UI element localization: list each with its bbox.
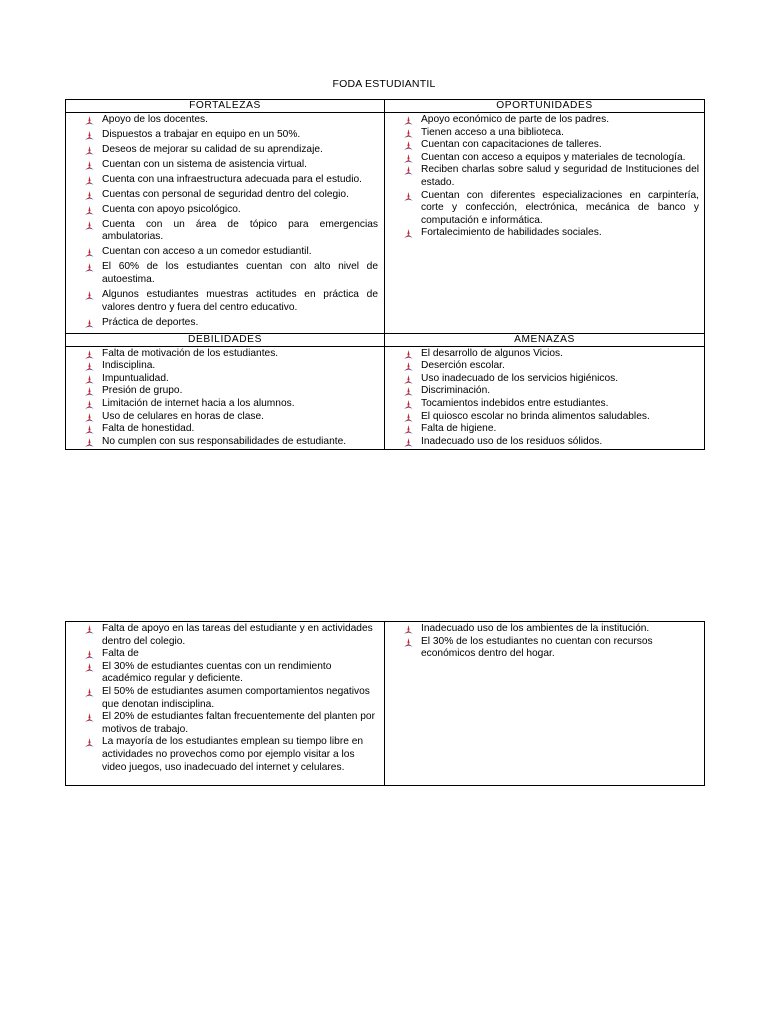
oportunidades-cell bbox=[385, 113, 705, 334]
list-item bbox=[66, 711, 378, 736]
list-item-text: Fortalecimiento de habilidades sociales. bbox=[421, 227, 602, 239]
list-item bbox=[66, 736, 378, 774]
bullet-arrow-icon bbox=[404, 387, 413, 396]
bullet-arrow-icon bbox=[85, 625, 94, 634]
list-item-text: Falta de higiene. bbox=[421, 423, 497, 435]
list-item-text: Práctica de deportes. bbox=[102, 316, 199, 328]
list-item bbox=[66, 144, 378, 157]
list-item-text: Apoyo económico de parte de los padres. bbox=[421, 114, 610, 125]
bullet-arrow-icon bbox=[85, 206, 94, 215]
list-item-text: Discriminación. bbox=[421, 385, 491, 397]
list-item-text: Deseos de mejorar su calidad de su aprendizaje. bbox=[102, 143, 323, 155]
list-item-text: Limitación de internet hacia a los alumnos. bbox=[102, 397, 295, 409]
list-item bbox=[385, 373, 699, 386]
amenazas-cell bbox=[385, 346, 705, 450]
list-item bbox=[385, 636, 699, 661]
bullet-arrow-icon bbox=[85, 663, 94, 672]
bullet-arrow-icon bbox=[85, 221, 94, 230]
bullet-arrow-icon bbox=[85, 146, 94, 155]
bullet-arrow-icon bbox=[404, 350, 413, 359]
bullet-arrow-icon bbox=[85, 191, 94, 200]
list-item bbox=[385, 360, 699, 373]
list-item-text: Cuenta con apoyo psicológico. bbox=[102, 203, 241, 215]
bullet-arrow-icon bbox=[404, 625, 413, 634]
oportunidades-list bbox=[385, 113, 704, 241]
list-item-text: El 30% de los estudiantes no cuentan con recursos económicos dentro del hogar. bbox=[421, 635, 653, 660]
document-title: FODA ESTUDIANTIL bbox=[332, 78, 436, 90]
list-item-text: Presión de grupo. bbox=[102, 385, 183, 397]
bullet-arrow-icon bbox=[85, 248, 94, 257]
list-item bbox=[385, 114, 699, 127]
bullet-arrow-icon bbox=[404, 141, 413, 150]
list-item bbox=[385, 398, 699, 411]
list-item-text: Uso de celulares en horas de clase. bbox=[102, 410, 264, 422]
list-item-text: Apoyo de los docentes. bbox=[102, 114, 208, 125]
bullet-arrow-icon bbox=[404, 154, 413, 163]
list-item bbox=[66, 360, 378, 373]
list-item-text: El 30% de estudiantes cuentas con un rendimiento académico regular y deficiente. bbox=[102, 660, 332, 685]
bullet-arrow-icon bbox=[404, 438, 413, 447]
bullet-arrow-icon bbox=[85, 116, 94, 125]
list-item bbox=[66, 204, 378, 217]
bullet-arrow-icon bbox=[85, 263, 94, 272]
list-item bbox=[66, 159, 378, 172]
bullet-arrow-icon bbox=[404, 425, 413, 434]
list-item bbox=[385, 423, 699, 436]
list-item-text: Falta de motivación de los estudiantes. bbox=[102, 347, 279, 359]
list-item bbox=[385, 127, 699, 140]
debilidades-continued-list bbox=[66, 622, 384, 775]
bullet-arrow-icon bbox=[404, 166, 413, 175]
list-item-text: Falta de bbox=[102, 648, 139, 660]
list-item-text: La mayoría de los estudiantes emplean su tiempo libre en actividades no provechos como por ejemplo visitar a los video juegos, uso inadecuado del internet y celulares. bbox=[102, 736, 364, 773]
list-item-text: Dispuestos a trabajar en equipo en un 50%. bbox=[102, 128, 301, 140]
list-item bbox=[66, 686, 378, 711]
bullet-arrow-icon bbox=[85, 688, 94, 697]
header-debilidades: DEBILIDADES bbox=[66, 333, 385, 346]
foda-table bbox=[65, 99, 705, 450]
list-item-text: Uso inadecuado de los servicios higiénicos. bbox=[421, 372, 619, 384]
list-item-text: Inadecuado uso de los ambientes de la institución. bbox=[421, 623, 650, 634]
list-item bbox=[385, 152, 699, 165]
list-item-text: No cumplen con sus responsabilidades de estudiante. bbox=[102, 435, 347, 447]
bullet-arrow-icon bbox=[404, 129, 413, 138]
bullet-arrow-icon bbox=[404, 413, 413, 422]
list-item bbox=[385, 164, 699, 189]
list-item-text: Falta de honestidad. bbox=[102, 423, 195, 435]
list-item-text: Reciben charlas sobre salud y seguridad de Instituciones del estado. bbox=[421, 164, 699, 188]
bullet-arrow-icon bbox=[404, 638, 413, 647]
bullet-arrow-icon bbox=[404, 116, 413, 125]
bullet-arrow-icon bbox=[85, 319, 94, 328]
list-item bbox=[66, 648, 378, 661]
amenazas-continued-list bbox=[385, 622, 704, 662]
fortalezas-list bbox=[66, 113, 384, 333]
bullet-arrow-icon bbox=[85, 176, 94, 185]
list-item bbox=[66, 385, 378, 398]
list-item-text: Cuentan con diferentes especializaciones en carpintería, corte y confección, electrónica, mecánica de banco y computación e informática. bbox=[421, 189, 699, 226]
bullet-arrow-icon bbox=[85, 291, 94, 300]
debilidades-list bbox=[66, 347, 384, 450]
list-item-text: Tocamientos indebidos entre estudiantes. bbox=[421, 397, 609, 409]
bullet-arrow-icon bbox=[85, 387, 94, 396]
list-item bbox=[66, 398, 378, 411]
bullet-arrow-icon bbox=[85, 413, 94, 422]
list-item-text: Cuentan con acceso a un comedor estudiantil. bbox=[102, 246, 312, 258]
list-item-text: El 50% de estudiantes asumen comportamientos negativos que denotan indisciplina. bbox=[102, 685, 370, 710]
list-item bbox=[66, 423, 378, 436]
list-item bbox=[385, 190, 699, 228]
list-item-text: Cuenta con una infraestructura adecuada para el estudio. bbox=[102, 173, 362, 185]
list-item bbox=[66, 219, 378, 244]
bullet-arrow-icon bbox=[404, 192, 413, 201]
list-item-text: Cuentan con un sistema de asistencia virtual. bbox=[102, 158, 307, 170]
list-item bbox=[66, 623, 378, 648]
list-item-text: Impuntualidad. bbox=[102, 372, 169, 384]
list-item bbox=[66, 114, 378, 127]
list-item bbox=[66, 261, 378, 286]
list-item-text: El 20% de estudiantes faltan frecuentemente del planten por motivos de trabajo. bbox=[102, 711, 375, 735]
list-item-text: Indisciplina. bbox=[102, 360, 156, 372]
list-item-text: El 60% de los estudiantes cuentan con alto nivel de autoestima. bbox=[102, 261, 378, 286]
list-item bbox=[66, 317, 378, 330]
list-item-text: Cuenta con un área de tópico para emergencias ambulatorias. bbox=[102, 218, 378, 243]
list-item bbox=[66, 373, 378, 386]
header-fortalezas: FORTALEZAS bbox=[66, 100, 385, 113]
header-amenazas: AMENAZAS bbox=[385, 333, 705, 346]
bullet-arrow-icon bbox=[404, 400, 413, 409]
list-item bbox=[385, 385, 699, 398]
bullet-arrow-icon bbox=[85, 713, 94, 722]
list-item-text: Inadecuado uso de los residuos sólidos. bbox=[421, 435, 603, 447]
list-item bbox=[385, 436, 699, 449]
bullet-arrow-icon bbox=[85, 425, 94, 434]
bullet-arrow-icon bbox=[85, 650, 94, 659]
list-item bbox=[66, 411, 378, 424]
amenazas-list bbox=[385, 347, 704, 450]
debilidades-cell bbox=[66, 346, 385, 450]
list-item-text: Cuentan con capacitaciones de talleres. bbox=[421, 139, 602, 151]
list-item-text: El desarrollo de algunos Vicios. bbox=[421, 347, 563, 359]
bullet-arrow-icon bbox=[85, 738, 94, 747]
bullet-arrow-icon bbox=[85, 161, 94, 170]
debilidades-continued-cell bbox=[66, 622, 385, 786]
bullet-arrow-icon bbox=[85, 131, 94, 140]
list-item-text: Cuentan con acceso a equipos y materiales de tecnología. bbox=[421, 151, 686, 163]
bullet-arrow-icon bbox=[85, 350, 94, 359]
list-item bbox=[385, 139, 699, 152]
fortalezas-cell bbox=[66, 113, 385, 334]
list-item bbox=[66, 661, 378, 686]
bullet-arrow-icon bbox=[85, 375, 94, 384]
list-item bbox=[66, 436, 378, 449]
bullet-arrow-icon bbox=[404, 362, 413, 371]
bullet-arrow-icon bbox=[85, 362, 94, 371]
list-item bbox=[385, 411, 699, 424]
list-item-text: Falta de apoyo en las tareas del estudiante y en actividades dentro del colegio. bbox=[102, 623, 373, 647]
list-item-text: Cuentas con personal de seguridad dentro del colegio. bbox=[102, 188, 349, 200]
list-item bbox=[385, 348, 699, 361]
list-item bbox=[66, 129, 378, 142]
list-item bbox=[66, 189, 378, 202]
list-item-text: Tienen acceso a una biblioteca. bbox=[421, 126, 564, 138]
bullet-arrow-icon bbox=[404, 375, 413, 384]
bullet-arrow-icon bbox=[85, 438, 94, 447]
foda-table-continued bbox=[65, 621, 705, 786]
list-item bbox=[385, 227, 699, 240]
list-item-text: Deserción escolar. bbox=[421, 360, 505, 372]
list-item-text: El quiosco escolar no brinda alimentos saludables. bbox=[421, 410, 650, 422]
bullet-arrow-icon bbox=[404, 229, 413, 238]
bullet-arrow-icon bbox=[85, 400, 94, 409]
list-item bbox=[66, 246, 378, 259]
list-item bbox=[66, 289, 378, 314]
list-item-text: Algunos estudiantes muestras actitudes en práctica de valores dentro y fuera del centro educativo. bbox=[102, 289, 378, 313]
list-item bbox=[66, 174, 378, 187]
header-oportunidades: OPORTUNIDADES bbox=[385, 100, 705, 113]
list-item bbox=[66, 348, 378, 361]
list-item bbox=[385, 623, 699, 636]
amenazas-continued-cell bbox=[385, 622, 705, 786]
